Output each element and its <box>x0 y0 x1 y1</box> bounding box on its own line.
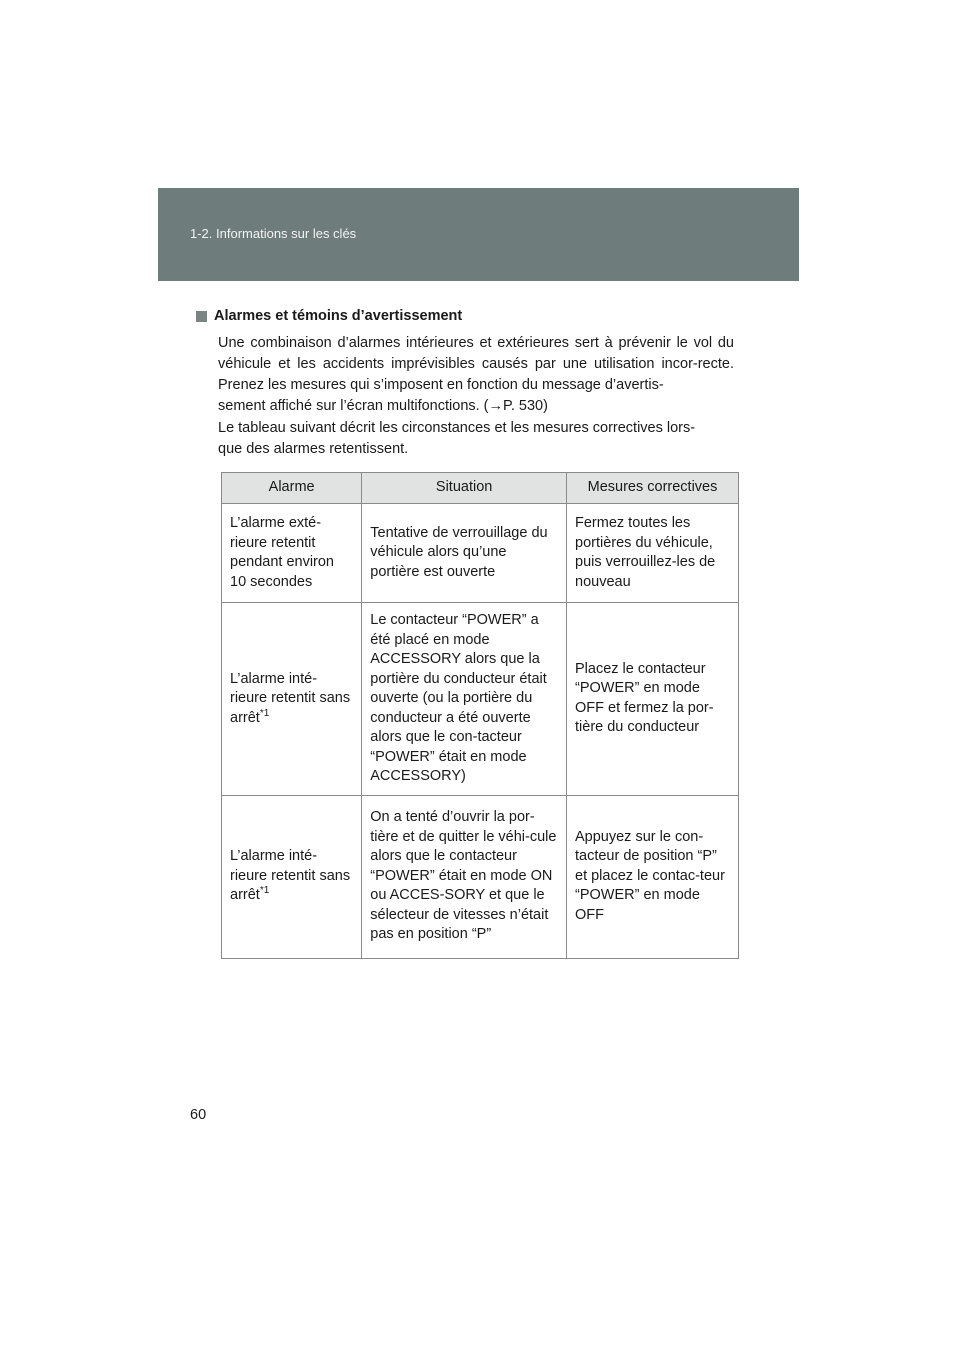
table-header-row <box>222 473 739 504</box>
table-description-text: Le tableau suivant décrit les circonstances et les mesures correctives lors- <box>218 420 696 436</box>
cell-alarm-text: L’alarme exté-rieure retentit pendant environ 10 secondes <box>230 515 334 590</box>
cell-alarm <box>222 795 362 958</box>
cell-alarm <box>222 603 362 796</box>
header-alarm: Alarme <box>222 473 362 504</box>
intro-paragraph <box>218 333 734 417</box>
table-row <box>222 603 739 796</box>
footnote-marker: *1 <box>259 885 270 897</box>
table-description-paragraph <box>218 418 734 460</box>
cell-action: Appuyez sur le con-tacteur de position “P” et placez le contac-teur “POWER” en mode OFF <box>567 795 739 958</box>
table-description-last-line: que des alarmes retentissent. <box>218 441 409 457</box>
section-title <box>196 308 462 324</box>
cell-alarm-text: L’alarme inté-rieure retentit sans arrêt <box>230 670 351 726</box>
cell-alarm <box>222 504 362 603</box>
cell-action: Placez le contacteur “POWER” en mode OFF et fermez la por-tière du conducteur <box>567 603 739 796</box>
header-situation: Situation <box>362 473 567 504</box>
cell-situation: On a tenté d’ouvrir la por-tière et de quitter le véhi-cule alors que le contacteur “POWER” était en mode ON ou ACCES-SORY et que le sélecteur de vitesses n’était pas en position “P” <box>362 795 567 958</box>
chapter-title: 1-2. Informations sur les clés <box>190 226 357 241</box>
alarms-table <box>221 472 739 959</box>
cell-situation: Le contacteur “POWER” a été placé en mode ACCESSORY alors que la portière du conducteur était ouverte (ou la portière du conducteur a été ouverte alors que le con-tacteur “POWER” était en mode ACCESSORY) <box>362 603 567 796</box>
table-row <box>222 795 739 958</box>
cell-alarm-text: L’alarme inté-rieure retentit sans arrêt <box>230 848 351 904</box>
intro-paragraph-last-line: sement affiché sur l’écran multifonctions. (→P. 530) <box>218 398 548 414</box>
header-corrective-measures: Mesures correctives <box>567 473 739 504</box>
square-bullet-icon <box>196 311 207 322</box>
cell-action: Fermez toutes les portières du véhicule, puis verrouillez-les de nouveau <box>567 504 739 603</box>
table-row <box>222 504 739 603</box>
footnote-marker: *1 <box>259 707 270 719</box>
chapter-header <box>158 188 799 281</box>
intro-paragraph-text: Une combinaison d’alarmes intérieures et extérieures sert à prévenir le vol du véhicule et les accidents imprévisibles causés par une utilisation incor-recte. Prenez les mesures qui s’imposent en fonction du message d’avertis- <box>218 335 734 393</box>
cell-situation: Tentative de verrouillage du véhicule alors qu’une portière est ouverte <box>362 504 567 603</box>
page-number: 60 <box>190 1107 207 1123</box>
section-title-text: Alarmes et témoins d’avertissement <box>214 308 463 324</box>
